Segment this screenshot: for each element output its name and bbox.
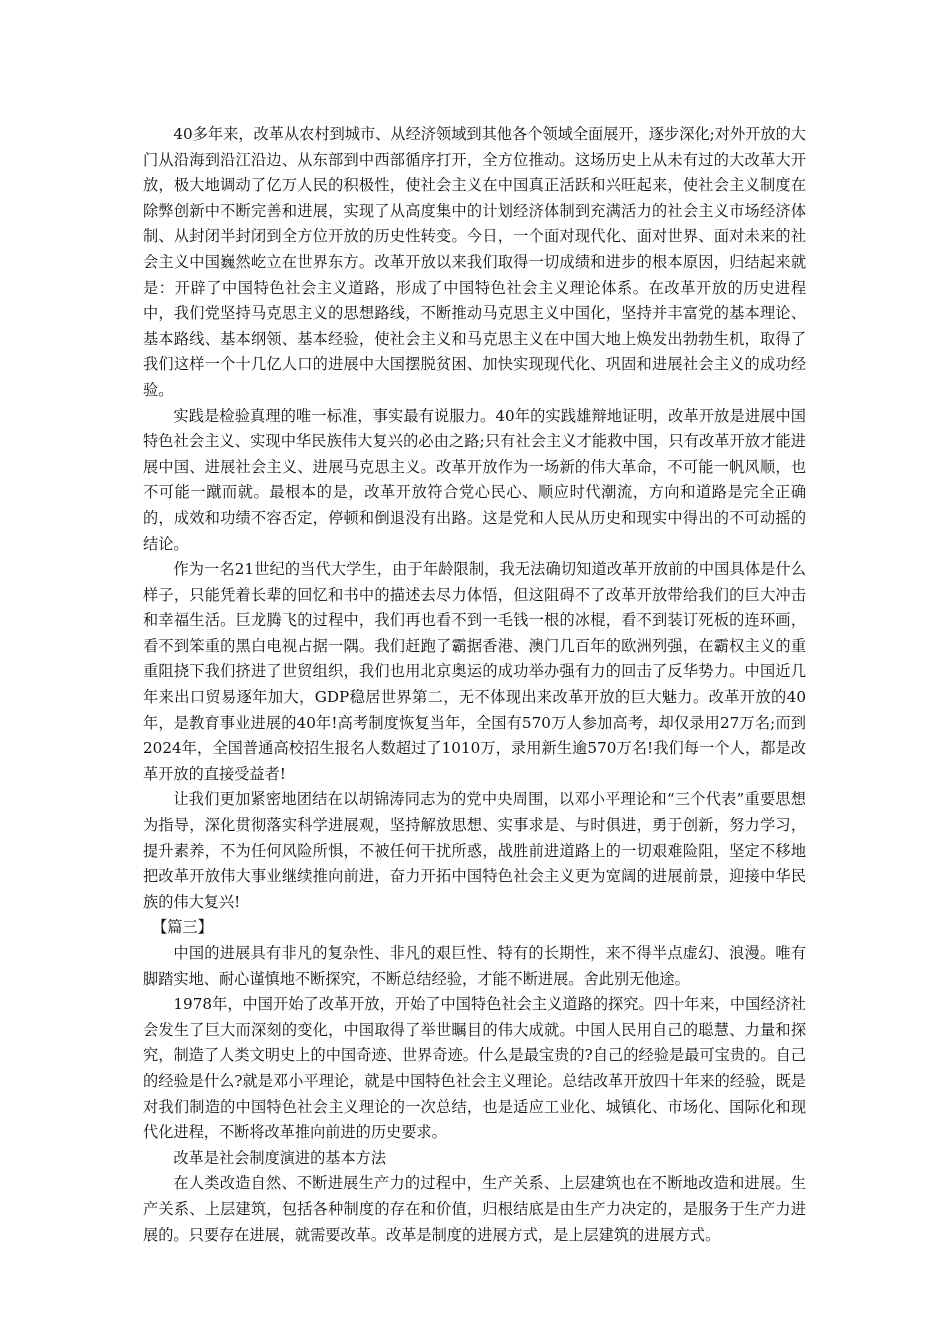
section-heading-part-three: 【篇三】 — [152, 918, 213, 937]
paragraph-complexity: 中国的进展具有非凡的复杂性、非凡的艰巨性、特有的长期性，来不得半点虚幻、浪漫。唯有脚踏实地、耐心谨慎地不断探究，不断总结经验，才能不断进展。舍此别无他途。 — [143, 944, 806, 988]
subheading-reform-method: 改革是社会制度演进的基本方法 — [173, 1148, 387, 1167]
paragraph-1978: 1978年，中国开始了改革开放，开始了中国特色社会主义道路的探究。四十年来，中国经济社会发生了巨大而深刻的变化，中国取得了举世瞩目的伟大成就。中国人民用自己的聪慧、力量和探究，制造了人类文明史上的中国奇迹、世界奇迹。什么是最宝贵的?自己的经验是最可宝贵的。自己的经验是什么?就是邓小平理论，就是中国特色社会主义理论。总结改革开放四十年来的经验，既是对我们制造的中国特色社会主义理论的一次总结，也是适应工业化、城镇化、市场化、国际化和现代化进程，不断将改革推向前进的历史要求。 — [143, 995, 806, 1142]
paragraph-practice-truth: 实践是检验真理的唯一标准，事实最有说服力。40年的实践雄辩地证明，改革开放是进展中国特色社会主义、实现中华民族伟大复兴的必由之路;只有社会主义才能救中国，只有改革开放才能进展中国、进展社会主义、进展马克思主义。改革开放作为一场新的伟大革命，不可能一帆风顺，也不可能一蹴而就。最根本的是，改革开放符合党心民心、顺应时代潮流，方向和道路是完全正确的，成效和功绩不容否定，停顿和倒退没有出路。这是党和人民从历史和现实中得出的不可动摇的结论。 — [143, 406, 806, 553]
paragraph-student-view: 作为一名21世纪的当代大学生，由于年龄限制，我无法确切知道改革开放前的中国具体是什么样子，只能凭着长辈的回忆和书中的描述去尽力体悟，但这阻碍不了改革开放带给我们的巨大冲击和幸福生活。巨龙腾飞的过程中，我们再也看不到一毛钱一根的冰棍，看不到装订死板的连环画，看不到笨重的黑白电视占据一隅。我们赶跑了霸据香港、澳门几百年的欧洲列强，在霸权主义的重重阻挠下我们挤进了世贸组织，我们也用北京奥运的成功举办强有力的回击了反华势力。中国近几年来出口贸易逐年加大，GDP稳居世界第二，无不体现出来改革开放的巨大魅力。改革开放的40年，是教育事业进展的40年!高考制度恢复当年，全国有570万人参加高考，却仅录用27万名;而到2024年，全国普通高校招生报名人数超过了1010万，录用新生逾570万名!我们每一个人，都是改革开放的直接受益者! — [143, 560, 806, 783]
paragraph-unity-call: 让我们更加紧密地团结在以胡锦涛同志为的党中央周围，以邓小平理论和“三个代表”重要思想为指导，深化贯彻落实科学进展观，坚持解放思想、实事求是、与时俱进，勇于创新，努力学习，提升素养，不为任何风险所惧，不被任何干扰所惑，战胜前进道路上的一切艰难险阻，坚定不移地把改革开放伟大事业继续推向前进，奋力开拓中国特色社会主义更为宽阔的进展前景，迎接中华民族的伟大复兴! — [143, 790, 806, 911]
document-page — [143, 122, 806, 1248]
paragraph-productivity: 在人类改造自然、不断进展生产力的过程中，生产关系、上层建筑也在不断地改造和进展。生产关系、上层建筑，包括各种制度的存在和价值，归根结底是由生产力决定的，是服务于生产力进展的。只要存在进展，就需要改革。改革是制度的进展方式，是上层建筑的进展方式。 — [143, 1174, 806, 1244]
paragraph-reform-history: 40多年来，改革从农村到城市、从经济领域到其他各个领域全面展开，逐步深化;对外开放的大门从沿海到沿江沿边、从东部到中西部循序打开，全方位推动。这场历史上从未有过的大改革大开放，极大地调动了亿万人民的积极性，使社会主义在中国真正活跃和兴旺起来，使社会主义制度在除弊创新中不断完善和进展，实现了从高度集中的计划经济体制到充满活力的社会主义市场经济体制、从封闭半封闭到全方位开放的历史性转变。今日，一个面对现代化、面对世界、面对未来的社会主义中国巍然屹立在世界东方。改革开放以来我们取得一切成绩和进步的根本原因，归结起来就是：开辟了中国特色社会主义道路，形成了中国特色社会主义理论体系。在改革开放的历史进程中，我们党坚持马克思主义的思想路线，不断推动马克思主义中国化，坚持并丰富党的基本理论、基本路线、基本纲领、基本经验，使社会主义和马克思主义在中国大地上焕发出勃勃生机，取得了我们这样一个十几亿人口的进展中大国摆脱贫困、加快实现现代化、巩固和进展社会主义的成功经验。 — [143, 125, 806, 399]
